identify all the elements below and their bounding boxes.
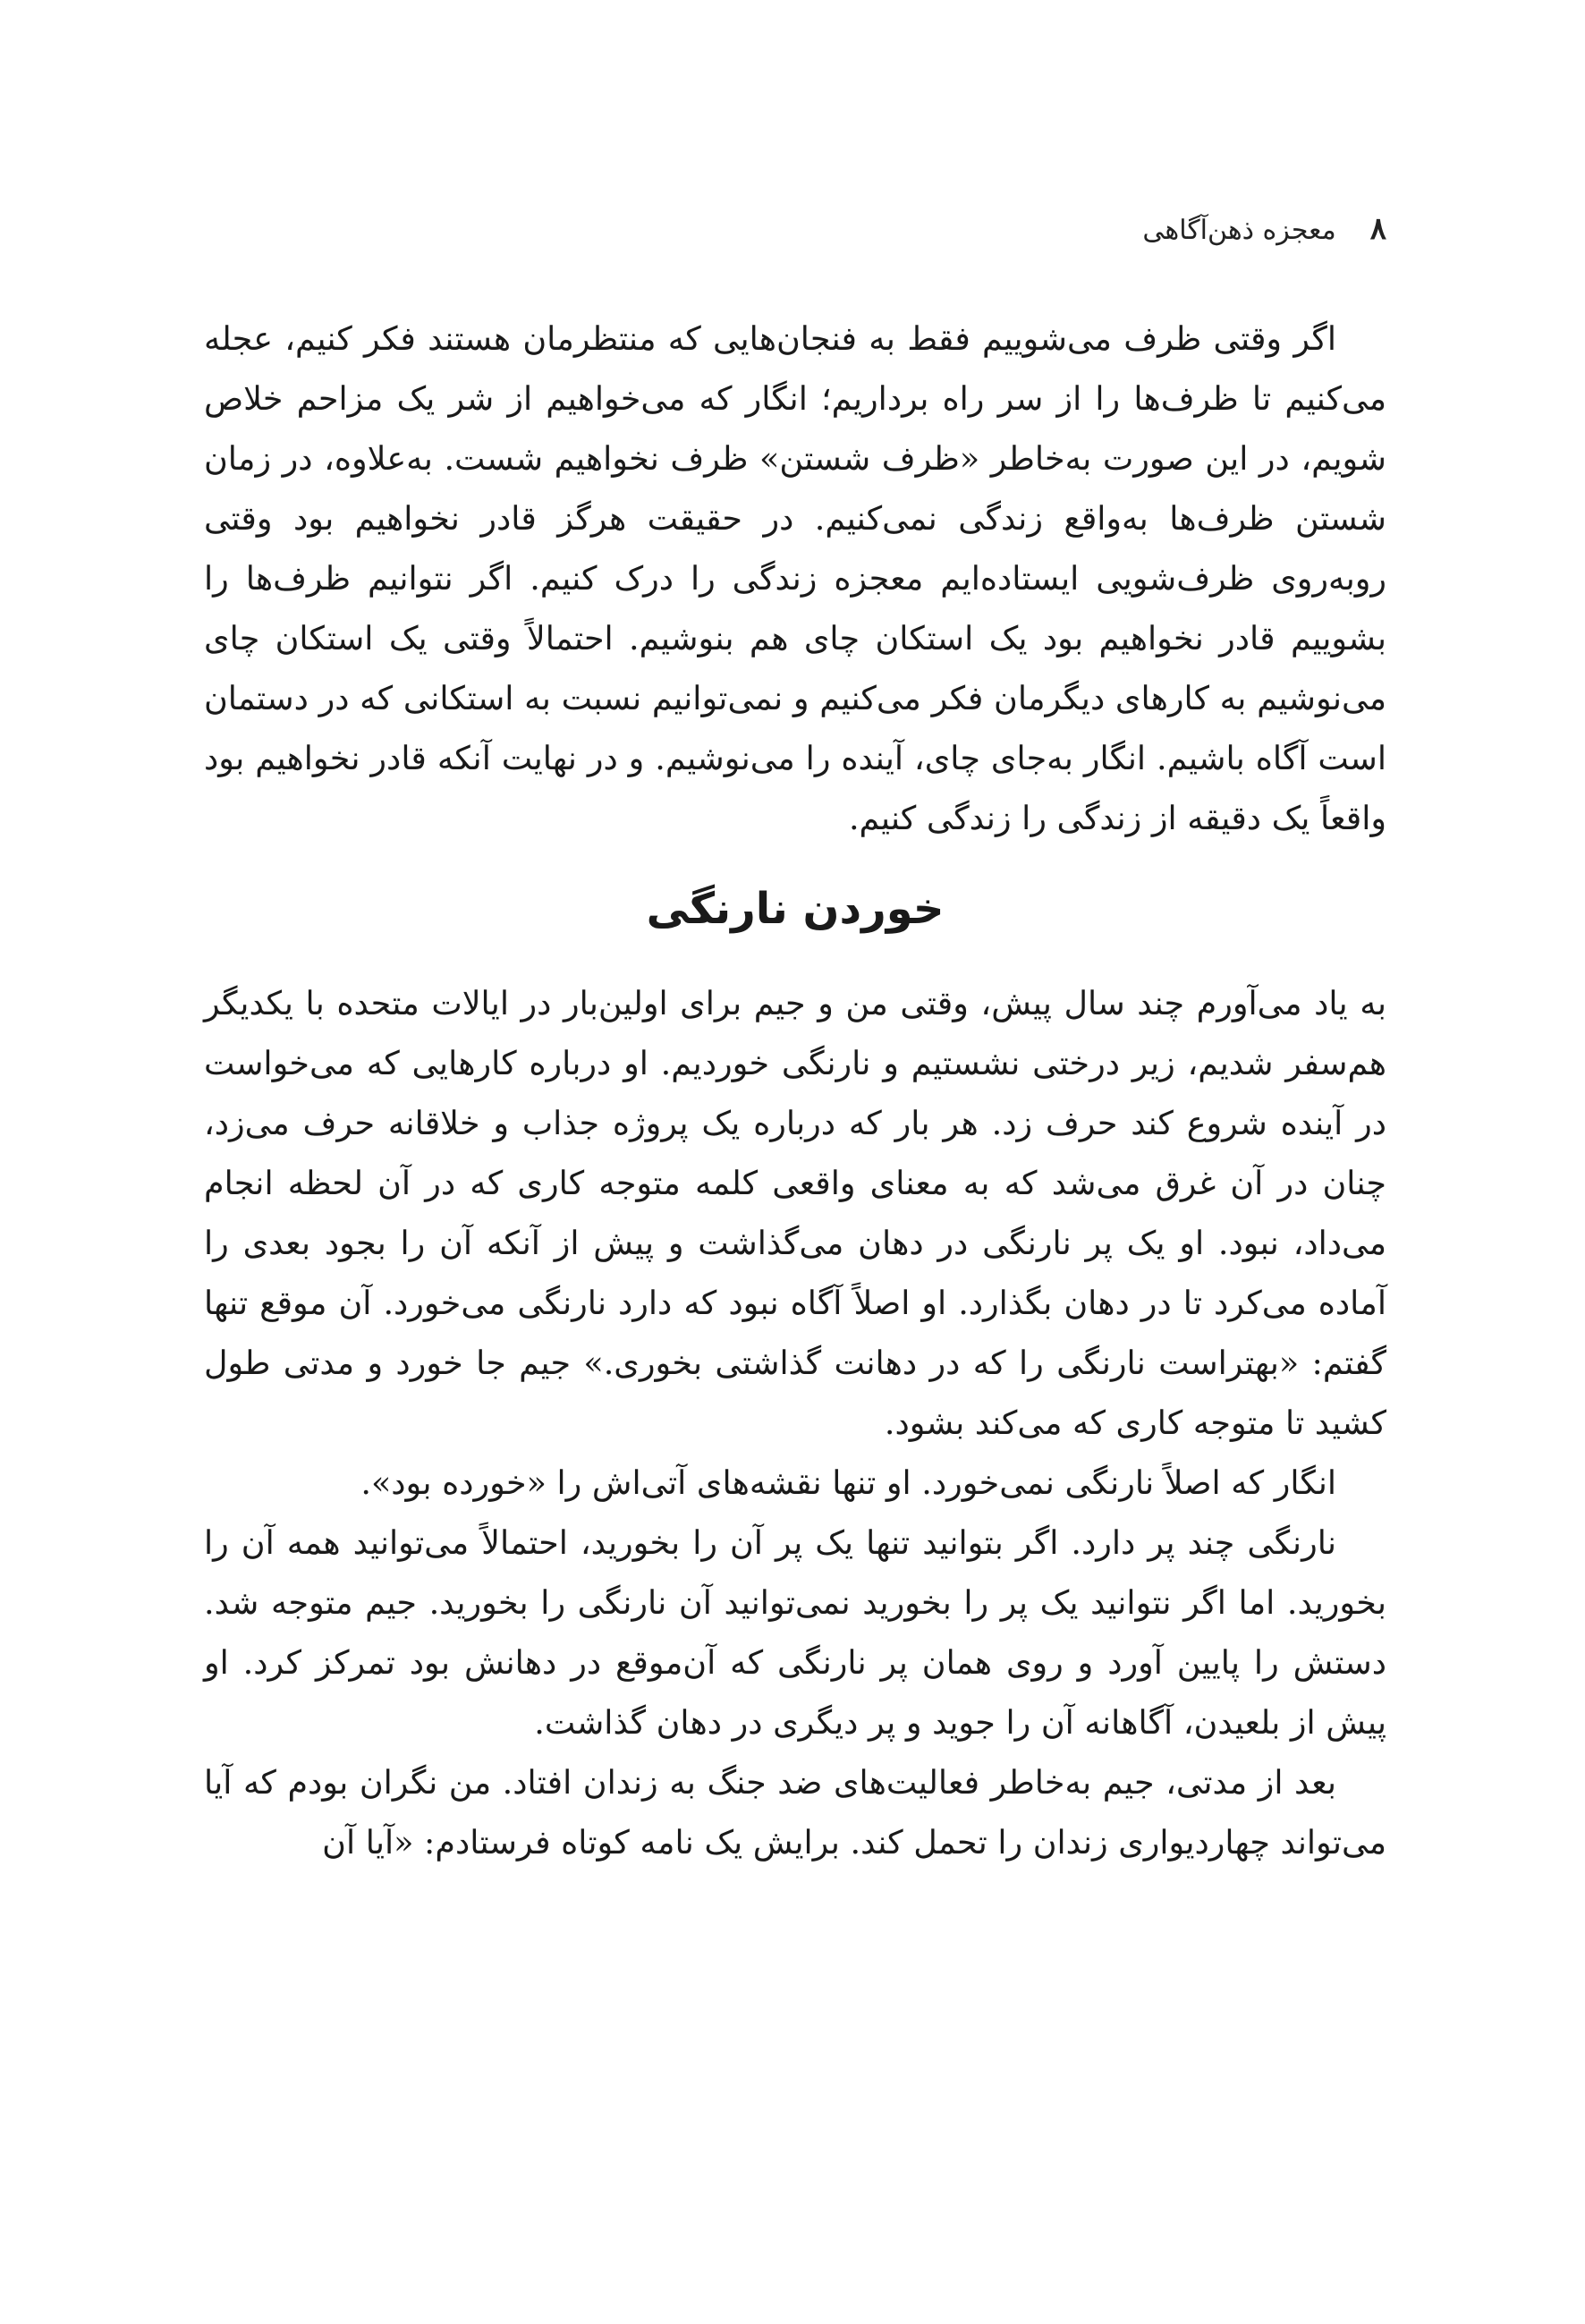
page-number: ۸ [1369, 211, 1386, 247]
book-title: معجزه ذهن‌آگاهی [1142, 215, 1336, 246]
paragraph-future-plans: انگار که اصلاً نارنگی نمی‌خورد. او تنها نقشه‌های آتی‌اش را «خورده بود». [360, 1463, 1336, 1502]
section-title: خوردن نارنگی [646, 884, 945, 934]
paragraph-prison: بعد از مدتی، جیم به‌خاطر فعالیت‌های ضد جنگ به زندان افتاد. من نگران بودم که آیا می‌تواند چهاردیواری زندان را تحمل کند. برایش یک نامه کوتاه فرستادم: «آیا آن [204, 1763, 1386, 1862]
paragraph-dishwashing: اگر وقتی ظرف می‌شوییم فقط به فنجان‌هایی که منتظرمان هستند فکر کنیم، عجله می‌کنیم تا ظرف‌ها را از سر راه برداریم؛ انگار که می‌خواهیم از شر یک مزاحم خلاص شویم، در این صورت به‌خاطر «ظرف شستن» ظرف نخواهیم شست. به‌علاوه، در زمان شستن ظرف‌ها به‌واقع زندگی نمی‌کنیم. در حقیقت هرگز قادر نخواهیم بود وقتی روبه‌روی ظرف‌شویی ایستاده‌ایم معجزه زندگی را درک کنیم. اگر نتوانیم ظرف‌ها را بشوییم قادر نخواهیم بود یک استکان چای هم بنوشیم. احتمالاً وقتی یک استکان چای می‌نوشیم به کارهای دیگرمان فکر می‌کنیم و نمی‌توانیم نسبت به استکانی که در دستمان است آگاه باشیم. انگار به‌جای چای، آینده را می‌نوشیم. و در نهایت آنکه قادر نخواهیم بود واقعاً یک دقیقه از زندگی را زندگی کنیم. [204, 319, 1386, 837]
page-body [204, 309, 1386, 1872]
paragraph-tangerine-story: به یاد می‌آورم چند سال پیش، وقتی من و جیم برای اولین‌بار در ایالات متحده با یکدیگر هم‌سفر شدیم، زیر درختی نشستیم و نارنگی خوردیم. او درباره کارهایی که می‌خواست در آینده شروع کند حرف زد. هر بار که درباره یک پروژه جذاب و خلاقانه حرف می‌زد، چنان در آن غرق می‌شد که به معنای واقعی کلمه متوجه کاری که در آن لحظه انجام می‌داد، نبود. او یک پر نارنگی در دهان می‌گذاشت و پیش از آنکه آن را بجود بعدی را آماده می‌کرد تا در دهان بگذارد. او اصلاً آگاه نبود که دارد نارنگی می‌خورد. آن موقع تنها گفتم: «بهتراست نارنگی را که در دهانت گذاشتی بخوری.» جیم جا خورد و مدتی طول کشید تا متوجه کاری که می‌کند بشود. [204, 984, 1386, 1442]
paragraph-tangerine-sections: نارنگی چند پر دارد. اگر بتوانید تنها یک پر آن را بخورید، احتمالاً می‌توانید همه آن را بخورید. اما اگر نتوانید یک پر را بخورید نمی‌توانید آن نارنگی را بخورید. جیم متوجه شد. دستش را پایین آورد و روی همان پر نارنگی که آن‌موقع در دهانش بود تمرکز کرد. او پیش از بلعیدن، آگاهانه آن را جوید و پر دیگری در دهان گذاشت. [204, 1523, 1386, 1742]
running-header [1142, 211, 1386, 247]
